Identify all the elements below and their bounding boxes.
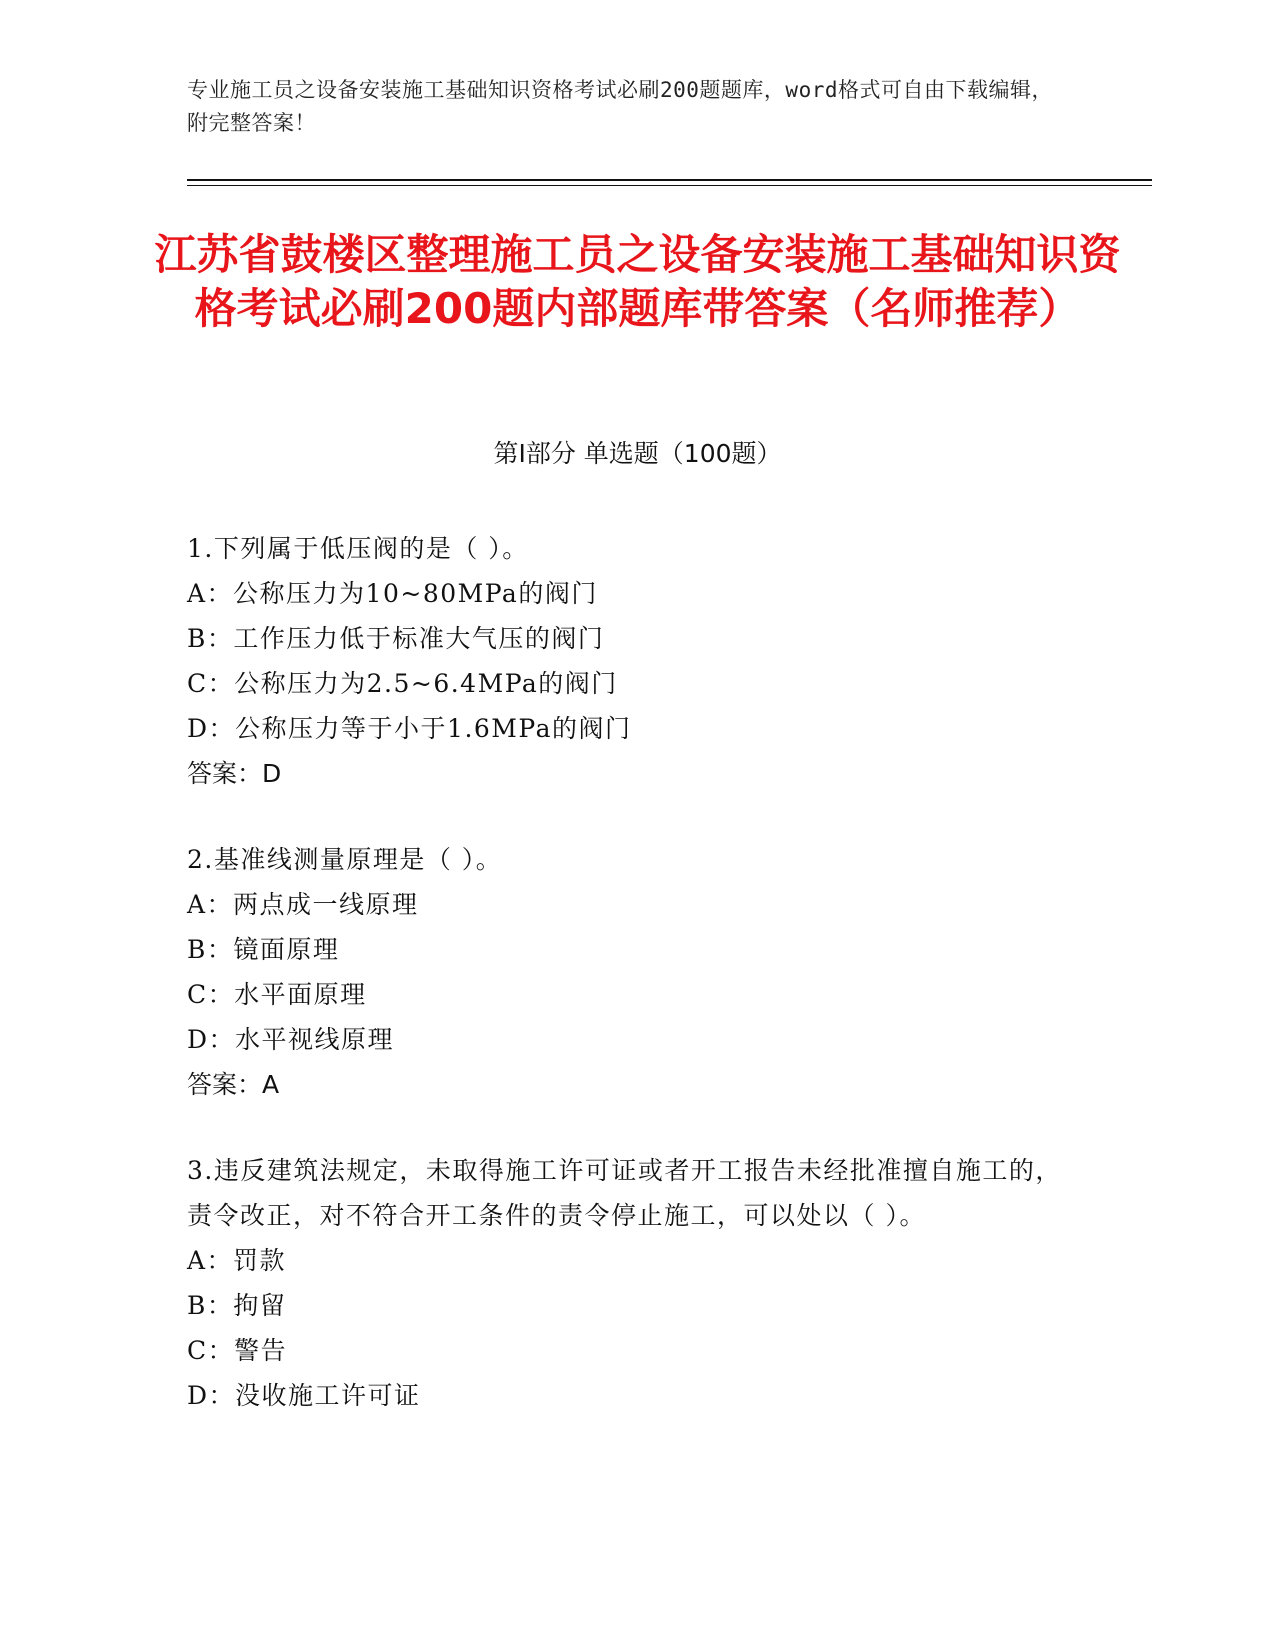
- question-answer: 答案：D: [187, 759, 282, 788]
- document-title: 江苏省鼓楼区整理施工员之设备安装施工基础知识资格考试必刷200题内部题库带答案（名师推荐）: [154, 230, 1121, 333]
- question-3: [187, 1148, 1067, 1418]
- question-1: [187, 526, 1067, 796]
- question-stem: 1.下列属于低压阀的是（ ）。: [187, 534, 529, 563]
- header-divider-thick: [187, 179, 1152, 181]
- question-option-d: D：没收施工许可证: [187, 1381, 421, 1410]
- question-stem: 3.违反建筑法规定，未取得施工许可证或者开工报告未经批准擅自施工的，责令改正，对不符合开工条件的责令停止施工，可以处以（ ）。: [187, 1156, 1062, 1230]
- question-option-c: C：公称压力为2.5~6.4MPa的阀门: [187, 669, 618, 698]
- question-option-a: A：两点成一线原理: [187, 890, 419, 919]
- question-answer: 答案：A: [187, 1070, 280, 1099]
- question-option-d: D：水平视线原理: [187, 1025, 395, 1054]
- question-list: [187, 526, 1067, 1459]
- question-stem: 2.基准线测量原理是（ ）。: [187, 845, 503, 874]
- section-title: 第I部分 单选题（100题）: [493, 439, 782, 468]
- question-2: [187, 837, 1067, 1107]
- question-option-c: C：警告: [187, 1336, 288, 1365]
- question-option-b: B：镜面原理: [187, 935, 340, 964]
- question-option-a: A：罚款: [187, 1246, 287, 1275]
- header-divider-thin: [187, 185, 1152, 186]
- question-option-d: D：公称压力等于小于1.6MPa的阀门: [187, 714, 632, 743]
- header-note: 专业施工员之设备安装施工基础知识资格考试必刷200题题库，word格式可自由下载编辑，附完整答案！: [187, 78, 1053, 135]
- question-option-b: B：拘留: [187, 1291, 287, 1320]
- question-option-b: B：工作压力低于标准大气压的阀门: [187, 624, 605, 653]
- question-option-c: C：水平面原理: [187, 980, 367, 1009]
- question-option-a: A：公称压力为10~80MPa的阀门: [187, 579, 598, 608]
